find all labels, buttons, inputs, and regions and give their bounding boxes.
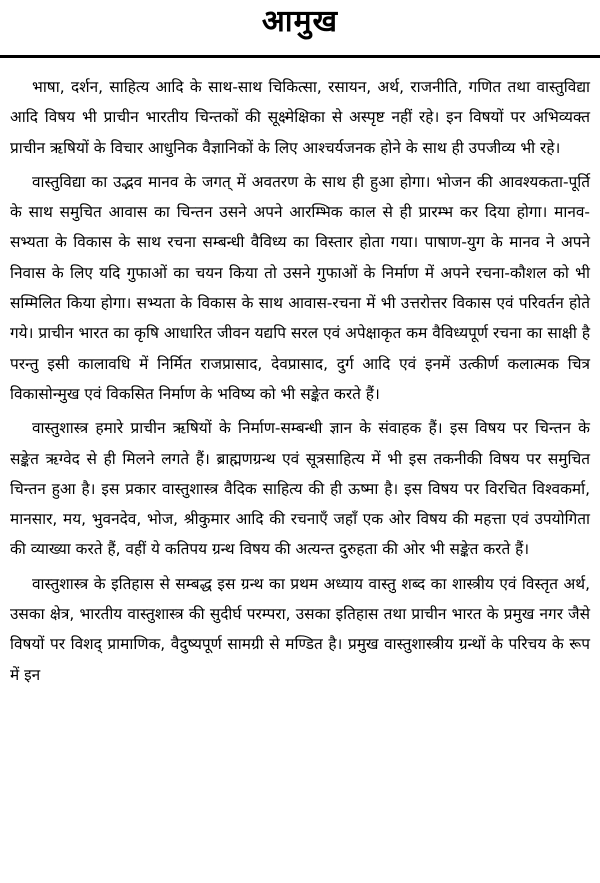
page-title: आमुख xyxy=(261,4,339,39)
paragraph-2: वास्तुविद्या का उद्भव मानव के जगत् में अवतरण के साथ ही हुआ होगा। भोजन की आवश्यकता-पूर्ति के साथ समुचित आवास का चिन्तन उसने अपने आरम्भिक काल से ही प्रारम्भ कर दिया होगा। मानव-सभ्यता के विकास के साथ रचना सम्बन्धी वैविध्य का विस्तार होता गया। पाषाण-युग के मानव ने अपने निवास के लिए यदि गुफाओं का चयन किया तो उसने गुफाओं के निर्माण में अपने रचना-कौशल को भी सम्मिलित किया होगा। सभ्यता के विकास के साथ आवास-रचना में भी उत्तरोत्तर विकास एवं परिवर्तन होते गये। प्राचीन भारत का कृषि आधारित जीवन यद्यपि सरल एवं अपेक्षाकृत कम वैविध्यपूर्ण रचना का साक्षी है परन्तु इसी कालावधि में निर्मित राजप्रासाद, देवप्रासाद, दुर्ग आदि एवं इनमें उत्कीर्ण कलात्मक चित्र विकासोन्मुख एवं विकसित निर्माण के भविष्य को भी सङ्केत करते हैं। xyxy=(10,172,590,403)
paragraph-3: वास्तुशास्त्र हमारे प्राचीन ऋषियों के निर्माण-सम्बन्धी ज्ञान के संवाहक हैं। इस विषय पर चिन्तन के सङ्केत ऋग्वेद से ही मिलने लगते हैं। ब्राह्मणग्रन्थ एवं सूत्रसाहित्य में भी इस तकनीकी विषय पर समुचित चिन्तन हुआ है। इस प्रकार वास्तुशास्त्र वैदिक साहित्य की ही ऊष्मा है। इस विषय पर विरचित विश्वकर्मा, मानसार, मय, भुवनदेव, भोज, श्रीकुमार आदि की रचनाएँ जहाँ एक ओर विषय की महत्ता एवं उपयोगिता की व्याख्या करते हैं, वहीं ये कतिपय ग्रन्थ विषय की अत्यन्त दुरुहता की ओर भी सङ्केत करते हैं। xyxy=(10,419,590,559)
title-underline xyxy=(0,55,600,58)
paragraph-1: भाषा, दर्शन, साहित्य आदि के साथ-साथ चिकित्सा, रसायन, अर्थ, राजनीति, गणित तथा वास्तुविद्या आदि विषय भी प्राचीन भारतीय चिन्तकों की सूक्ष्मेक्षिका से अस्पृष्ट नहीं रहे। इन विषयों पर अभिव्यक्त प्राचीन ऋषियों के विचार आधुनिक वैज्ञानिकों के लिए आश्चर्यजनक होने के साथ ही उपजीव्य भी रहे। xyxy=(10,78,590,157)
body-text xyxy=(10,72,590,694)
paragraph-4: वास्तुशास्त्र के इतिहास से सम्बद्ध इस ग्रन्थ का प्रथम अध्याय वास्तु शब्द का शास्त्रीय एवं विस्तृत अर्थ, उसका क्षेत्र, भारतीय वास्तुशास्त्र की सुदीर्घ परम्परा, उसका इतिहास तथा प्राचीन भारत के प्रमुख नगर जैसे विषयों पर विशद् प्रामाणिक, वैदुष्यपूर्ण सामग्री से मण्डित है। प्रमुख वास्तुशास्त्रीय ग्रन्थों के परिचय के रूप में इन xyxy=(10,574,590,684)
